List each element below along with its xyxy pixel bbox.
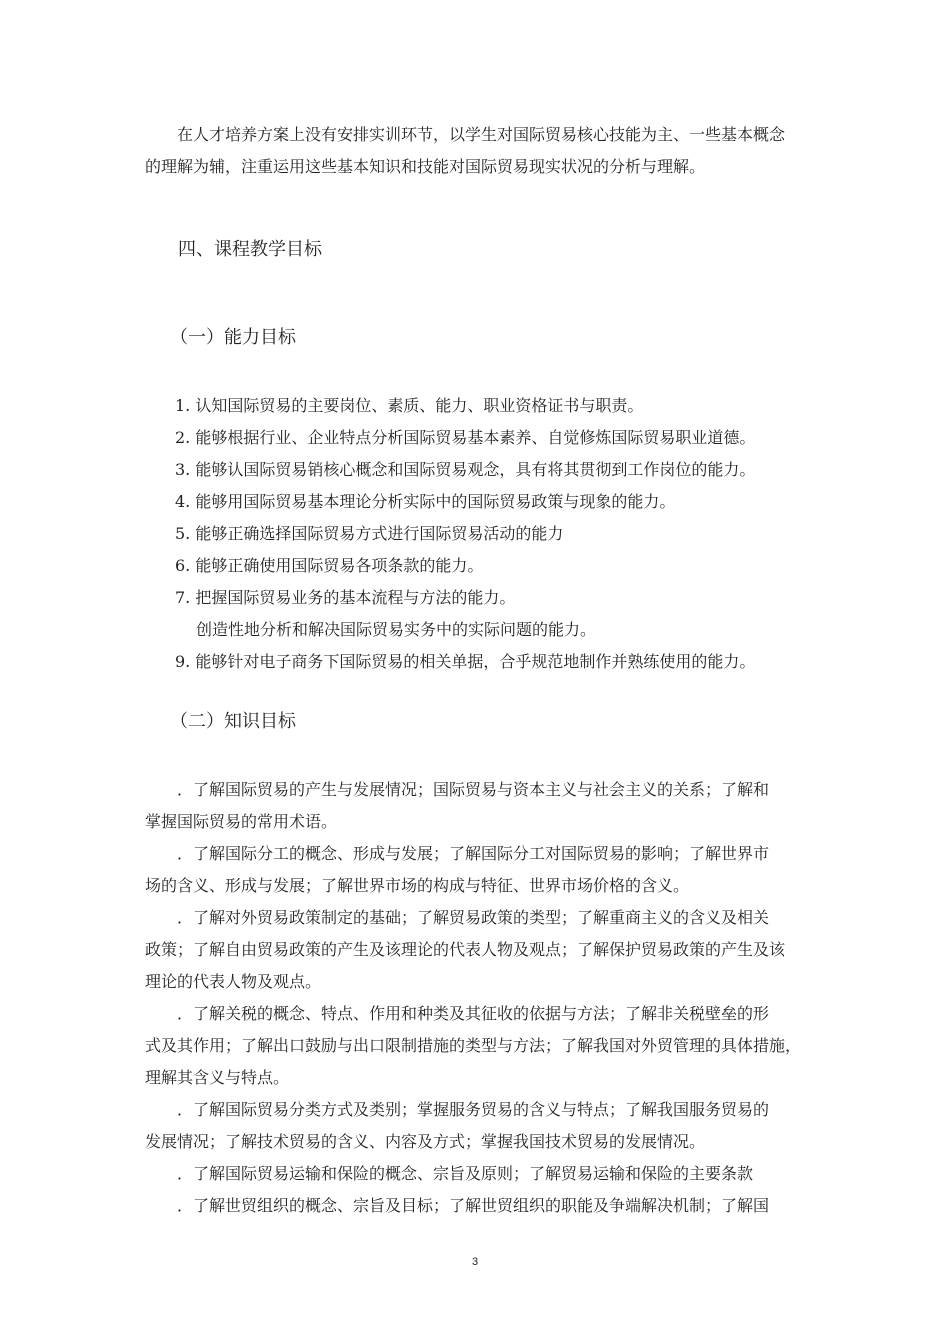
ability-title: （一）能力目标: [170, 327, 296, 348]
ability-item: 6. 能够正确使用国际贸易各项条款的能力。: [175, 556, 484, 575]
ability-item: 5. 能够正确选择国际贸易方式进行国际贸易活动的能力: [175, 524, 564, 543]
knowledge-line: 掌握国际贸易的常用术语。: [145, 812, 338, 831]
ability-item: 9. 能够针对电子商务下国际贸易的相关单据，合乎规范地制作并熟练使用的能力。: [175, 652, 756, 671]
intro-line-1: 在人才培养方案上没有安排实训环节，以学生对国际贸易核心技能为主、一些基本概念: [177, 125, 786, 144]
ability-item: 3. 能够认国际贸易销核心概念和国际贸易观念，具有将其贯彻到工作岗位的能力。: [175, 460, 756, 479]
ability-item: 4. 能够用国际贸易基本理论分析实际中的国际贸易政策与现象的能力。: [175, 492, 676, 511]
page-number: 3: [471, 1256, 479, 1268]
ability-item: 7. 把握国际贸易业务的基本流程与方法的能力。: [175, 588, 516, 607]
ability-item: 1. 认知国际贸易的主要岗位、素质、能力、职业资格证书与职责。: [175, 396, 644, 415]
knowledge-line: 场的含义、形成与发展；了解世界市场的构成与特征、世界市场价格的含义。: [145, 876, 690, 895]
ability-item: 2. 能够根据行业、企业特点分析国际贸易基本素养、自觉修炼国际贸易职业道德。: [175, 428, 756, 447]
knowledge-line: ．了解对外贸易政策制定的基础；了解贸易政策的类型；了解重商主义的含义及相关: [177, 908, 770, 927]
intro-line-2: 的理解为辅，注重运用这些基本知识和技能对国际贸易现实状况的分析与理解。: [145, 157, 706, 176]
knowledge-line: 式及其作用；了解出口鼓励与出口限制措施的类型与方法；了解我国对外贸管理的具体措施，: [145, 1036, 802, 1055]
knowledge-line: ．了解国际贸易分类方式及类别；掌握服务贸易的含义与特点；了解我国服务贸易的: [177, 1100, 770, 1119]
knowledge-title: （二）知识目标: [170, 711, 296, 732]
knowledge-line: ．了解国际贸易运输和保险的概念、宗旨及原则；了解贸易运输和保险的主要条款: [177, 1164, 754, 1183]
knowledge-line: ．了解国际贸易的产生与发展情况；国际贸易与资本主义与社会主义的关系；了解和: [177, 780, 770, 799]
ability-item: 创造性地分析和解决国际贸易实务中的实际问题的能力。: [196, 620, 597, 639]
knowledge-line: ．了解世贸组织的概念、宗旨及目标；了解世贸组织的职能及争端解决机制；了解国: [177, 1196, 770, 1215]
knowledge-line: ．了解国际分工的概念、形成与发展；了解国际分工对国际贸易的影响；了解世界市: [177, 844, 770, 863]
knowledge-line: 理论的代表人物及观点。: [145, 972, 322, 991]
knowledge-line: 发展情况；了解技术贸易的含义、内容及方式；掌握我国技术贸易的发展情况。: [145, 1132, 706, 1151]
section-heading: 四、课程教学目标: [178, 239, 322, 260]
knowledge-line: ．了解关税的概念、特点、作用和种类及其征收的依据与方法；了解非关税壁垒的形: [177, 1004, 770, 1023]
knowledge-line: 理解其含义与特点。: [145, 1068, 290, 1087]
knowledge-line: 政策；了解自由贸易政策的产生及该理论的代表人物及观点；了解保护贸易政策的产生及该: [145, 940, 786, 959]
